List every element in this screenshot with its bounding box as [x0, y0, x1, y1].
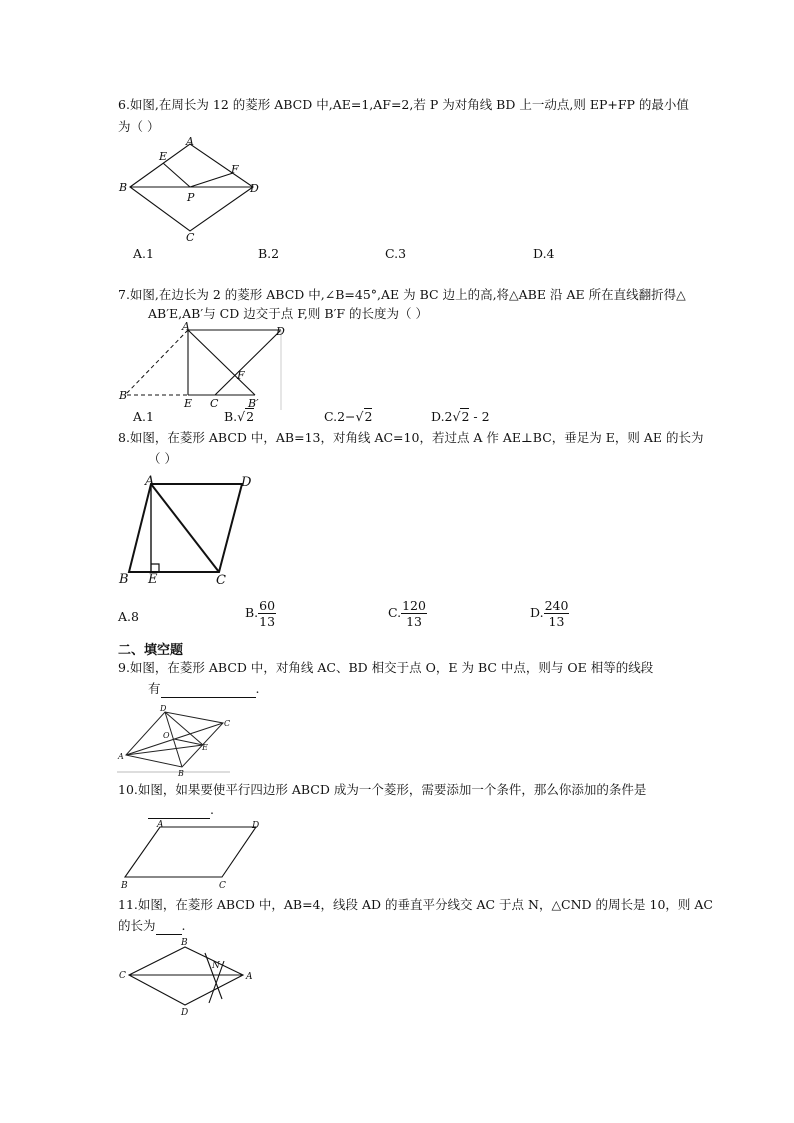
q10-answer-blank[interactable]	[148, 802, 210, 819]
q11-label-A: A	[246, 972, 253, 982]
q6-option-c: C.3	[385, 246, 407, 261]
q9-label-A: A	[118, 752, 124, 761]
q8-label-D: D	[241, 475, 252, 490]
q7-text-line2: AB′E,AB′与 CD 边交于点 F,则 B′F 的长度为（ ）	[148, 306, 429, 321]
q7-figure	[115, 322, 295, 410]
section-heading-fill-in: 二、填空题	[118, 643, 184, 658]
q6-label-E: E	[159, 150, 168, 163]
q6-label-D: D	[250, 182, 259, 195]
q8-label-C: C	[216, 573, 226, 588]
q11-text-line1: 11.如图，在菱形 ABCD 中，AB=4，线段 AD 的垂直平分线交 AC 于点 N，△CND 的周长是 10，则 AC	[118, 897, 713, 912]
q8-option-d: D. $\frac{240}{13}$	[530, 598, 569, 629]
q11-text-line2: 的长为 .	[118, 918, 186, 933]
q10-text-line2: .	[148, 802, 214, 819]
q9-answer-blank[interactable]	[161, 681, 256, 698]
q11-label-C: C	[119, 971, 126, 981]
q6-option-b: B.2	[258, 246, 280, 261]
q8-label-A: A	[145, 474, 155, 489]
q7-option-d: D.2√2 - 2	[431, 409, 490, 424]
q9-label-C: C	[224, 719, 231, 728]
q7-option-a: A.1	[133, 409, 154, 424]
q11-figure	[115, 933, 265, 1019]
q7-label-B-prime: B′	[248, 397, 259, 410]
q11-label-B: B	[181, 938, 188, 948]
q6-text-line2: 为（ ）	[118, 119, 160, 134]
q6-label-F: F	[231, 163, 239, 176]
q6-option-d: D.4	[533, 246, 555, 261]
q8-text-line1: 8.如图，在菱形 ABCD 中，AB=13，对角线 AC=10，若过点 A 作 AE⊥BC，垂足为 E，则 AE 的长为	[118, 430, 704, 445]
q8-option-a: A.8	[118, 609, 139, 624]
q9-label-D: D	[160, 704, 167, 713]
q7-label-C: C	[210, 397, 219, 410]
q6-label-B: B	[119, 181, 128, 194]
q8-label-B: B	[119, 572, 129, 587]
q6-label-A: A	[186, 135, 194, 148]
q7-label-A: A	[182, 320, 190, 333]
q8-option-b: B. $\frac{60}{13}$	[245, 598, 276, 629]
q8-figure	[115, 472, 265, 592]
q9-label-O: O	[163, 731, 170, 740]
q11-label-D: D	[181, 1008, 189, 1018]
q6-label-P: P	[187, 191, 195, 204]
q7-option-b: B.√2	[224, 409, 255, 424]
q9-label-B: B	[178, 769, 184, 778]
q6-figure	[115, 135, 275, 243]
q8-label-E: E	[148, 572, 158, 587]
q9-text-line1: 9.如图，在菱形 ABCD 中，对角线 AC、BD 相交于点 O，E 为 BC 中点，则与 OE 相等的线段	[118, 660, 654, 675]
q9-text-line2: 有 .	[148, 681, 260, 696]
q7-label-F: F	[237, 369, 245, 382]
q11-label-N: N	[212, 961, 220, 971]
q7-label-B: B	[119, 389, 128, 402]
q10-text-line1: 10.如图，如果要使平行四边形 ABCD 成为一个菱形，需要添加一个条件，那么你添加的条件是	[118, 782, 647, 797]
q7-option-c: C.2−√2	[324, 409, 373, 424]
q7-label-E: E	[184, 397, 193, 410]
q7-text-line1: 7.如图,在边长为 2 的菱形 ABCD 中,∠B=45°,AE 为 BC 边上的高,将△ABE 沿 AE 所在直线翻折得△	[118, 287, 686, 302]
q6-text-line1: 6.如图,在周长为 12 的菱形 ABCD 中,AE=1,AF=2,若 P 为对角线 BD 上一动点,则 EP+FP 的最小值	[118, 97, 689, 112]
q10-label-A: A	[157, 820, 164, 830]
q8-option-c: C. $\frac{120}{13}$	[388, 598, 426, 629]
q6-label-C: C	[186, 231, 195, 244]
q6-option-a: A.1	[133, 246, 154, 261]
q9-label-E: E	[202, 743, 208, 752]
q10-figure	[115, 818, 275, 890]
q10-label-B: B	[121, 881, 128, 891]
q10-label-C: C	[219, 881, 226, 891]
q10-label-D: D	[252, 821, 260, 831]
q8-text-line2: （ ）	[148, 451, 177, 466]
q9-figure	[115, 700, 240, 778]
q7-label-D: D	[276, 325, 285, 338]
